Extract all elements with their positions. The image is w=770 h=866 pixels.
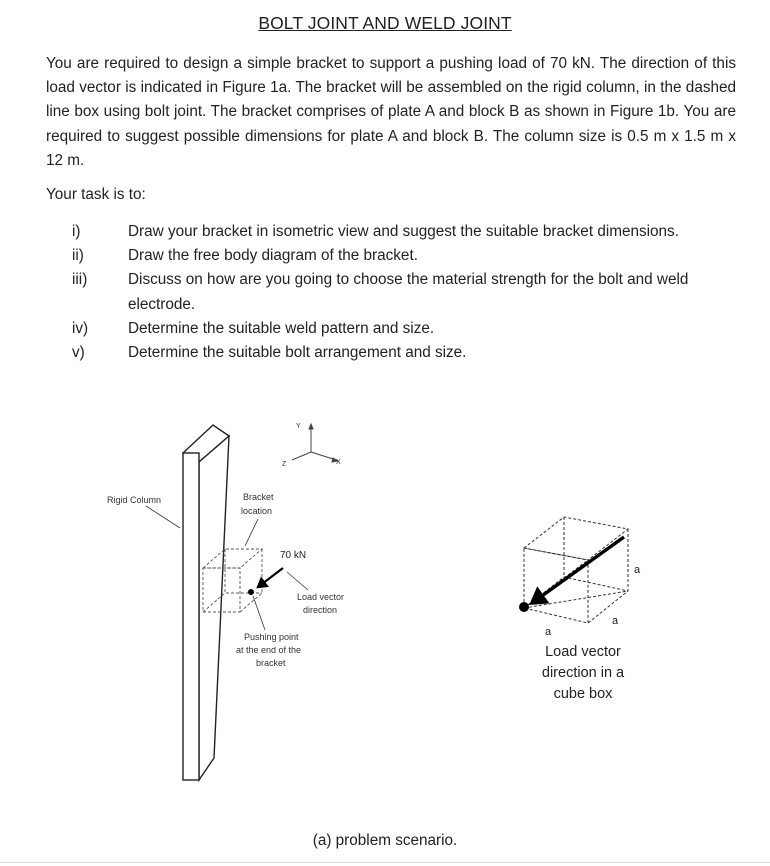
pushing-label-2: at the end of the	[236, 645, 302, 655]
task-item	[72, 341, 742, 365]
bracket-location-label-1: Bracket	[243, 492, 274, 502]
cube-caption-1: Load vector	[545, 644, 621, 660]
task-number: iii)	[72, 271, 88, 289]
task-intro: Your task is to:	[46, 186, 146, 203]
pushing-label-3: bracket	[256, 658, 286, 668]
cube-caption-3: cube box	[553, 686, 613, 702]
task-text: Determine the suitable weld pattern and size.	[128, 319, 435, 337]
cube-a-bottom-right: a	[612, 615, 619, 627]
intro-paragraph: You are required to design a simple bracket to support a pushing load of 70 kN. The direction of this load vector is indicated in Figure 1a. The bracket will be assembled on the rigid column, in the dashed line box using bolt joint. The bracket comprises of plate A and block B as shown in Figure 1b. You are required to suggest possible dimensions for plate A and block B. The column size is 0.5 m x 1.5 m x 12 m.	[46, 55, 736, 169]
bottom-divider	[0, 862, 770, 863]
figure-caption: (a) problem scenario.	[312, 832, 458, 849]
task-text: Determine the suitable bolt arrangement and size.	[128, 344, 467, 362]
cube-a-bottom: a	[545, 626, 552, 638]
cube-load-arrow	[532, 537, 624, 603]
document-title: BOLT JOINT AND WELD JOINT	[258, 13, 512, 33]
axis-x-label: X	[336, 459, 341, 466]
bracket-location-label-2: location	[241, 506, 273, 516]
pushing-point	[248, 589, 254, 595]
task-number: ii)	[72, 247, 84, 265]
load-vector-label-2: direction	[303, 605, 338, 615]
task-number: i)	[72, 223, 81, 240]
task-text: Draw your bracket in isometric view and suggest the suitable bracket dimensions.	[128, 223, 679, 240]
cube-caption-2: direction in a	[541, 665, 625, 681]
load-vector-label-1: Load vector	[297, 592, 345, 602]
figure-problem-scenario	[0, 400, 770, 830]
rigid-column-label: Rigid Column	[107, 495, 162, 505]
axis-z-label: Z	[282, 461, 287, 468]
load-vector-leader	[287, 572, 308, 590]
task-list	[72, 220, 742, 365]
pushing-label-1: Pushing point	[244, 632, 299, 642]
cube-origin-point	[519, 602, 529, 612]
rigid-column-leader	[146, 506, 180, 528]
cube-a-right: a	[634, 564, 641, 576]
task-text: Draw the free body diagram of the bracket.	[128, 247, 418, 265]
pushing-point-leader	[253, 596, 265, 630]
task-number: iv)	[72, 319, 89, 337]
rigid-column	[183, 425, 229, 780]
load-label: 70 kN	[280, 550, 307, 561]
task-item	[72, 244, 742, 268]
task-number: v)	[72, 344, 85, 362]
axis-y-label: Y	[296, 423, 301, 430]
task-item	[72, 317, 742, 341]
bracket-location-leader	[245, 519, 258, 546]
task-text: Discuss on how are you going to choose the material strength for the bolt and weld electrode.	[128, 271, 689, 313]
task-item	[72, 268, 742, 316]
task-item	[72, 220, 742, 244]
